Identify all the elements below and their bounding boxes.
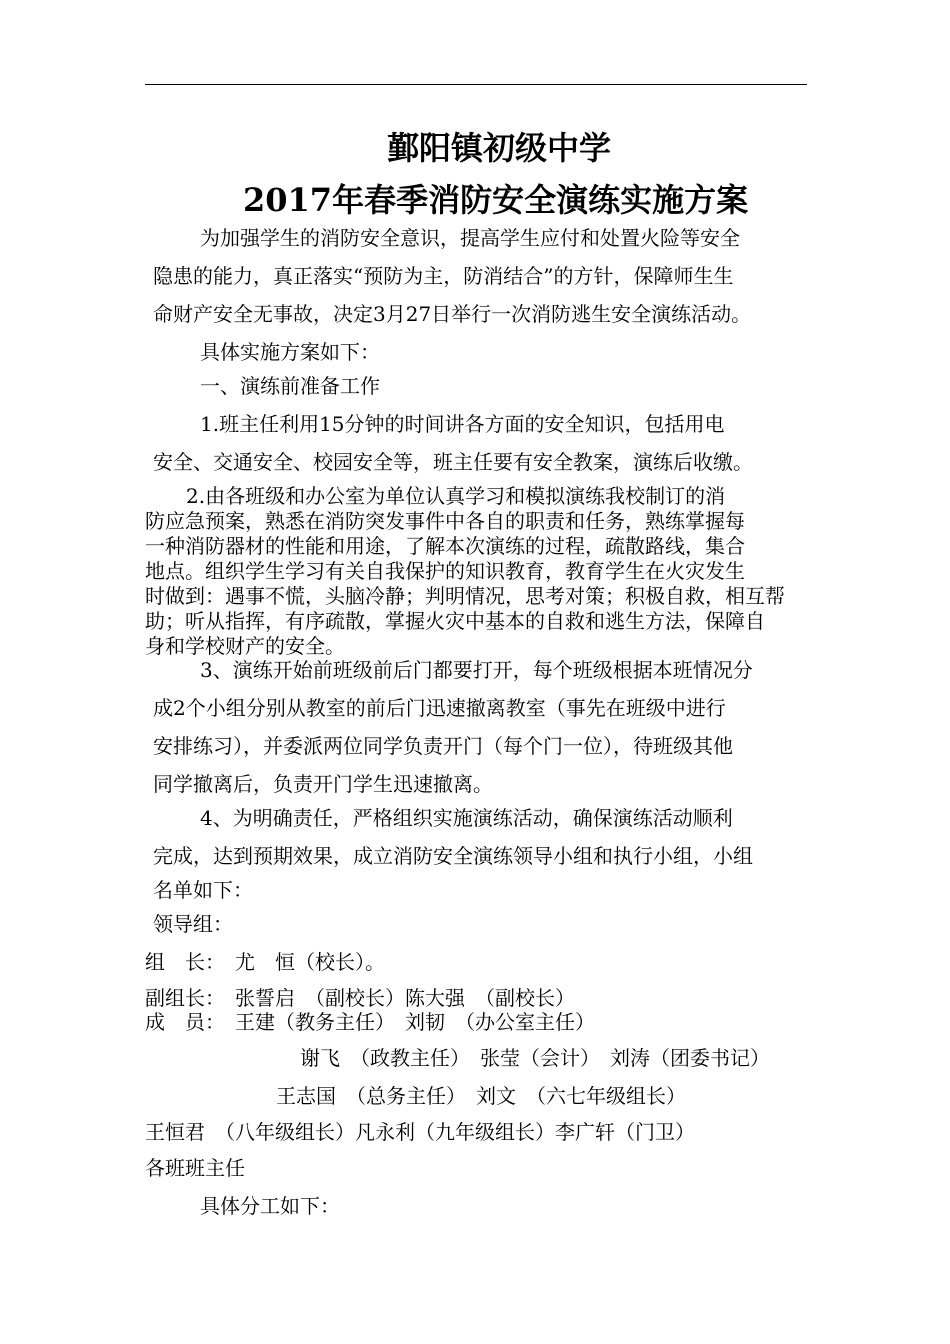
- body-line: 命财产安全无事故，决定3月27日举行一次消防逃生安全演练活动。: [153, 302, 752, 326]
- body-line: 成2个小组分别从教室的前后门迅速撤离教室（事先在班级中进行: [153, 696, 726, 720]
- section-heading: 一、演练前准备工作: [200, 374, 380, 398]
- body-line: 4、为明确责任，严格组织实施演练活动，确保演练活动顺利: [200, 806, 733, 830]
- body-line: 2.由各班级和办公室为单位认真学习和模拟演练我校制订的消: [186, 484, 726, 508]
- body-line: 名单如下：: [153, 878, 253, 902]
- body-line: 3、演练开始前班级前后门都要打开，每个班级根据本班情况分: [200, 658, 753, 682]
- body-line: 身和学校财产的安全。: [145, 634, 345, 658]
- member-line: 成 员： 王建（教务主任） 刘韧 （办公室主任）: [145, 1010, 595, 1034]
- body-line: 具体实施方案如下：: [200, 340, 380, 364]
- member-line: 副组长： 张誓启 （副校长）陈大强 （副校长）: [145, 986, 575, 1010]
- body-line: 时做到：遇事不慌，头脑冷静；判明情况，思考对策；积极自救，相互帮: [145, 584, 785, 608]
- body-line: 同学撤离后，负责开门学生迅速撤离。: [153, 772, 493, 796]
- member-line: 各班班主任: [145, 1156, 245, 1180]
- body-line: 安全、交通安全、校园安全等，班主任要有安全教案，演练后收缴。: [153, 450, 753, 474]
- body-line: 领导组：: [153, 912, 233, 936]
- body-line: 具体分工如下：: [200, 1194, 340, 1218]
- member-line: 组 长： 尤 恒（校长）。: [145, 950, 385, 974]
- body-line: 一种消防器材的性能和用途，了解本次演练的过程，疏散路线，集合: [145, 534, 745, 558]
- body-line: 地点。组织学生学习有关自我保护的知识教育，教育学生在火灾发生: [145, 559, 745, 583]
- body-line: 助；听从指挥，有序疏散，掌握火灾中基本的自救和逃生方法，保障自: [145, 609, 765, 633]
- body-line: 完成，达到预期效果，成立消防安全演练领导小组和执行小组，小组: [153, 844, 753, 868]
- member-line: 王志国 （总务主任） 刘文 （六七年级组长）: [276, 1084, 686, 1108]
- body-line: 安排练习），并委派两位同学负责开门（每个门一位），待班级其他: [153, 734, 733, 758]
- header-rule: [145, 84, 807, 85]
- body-line: 防应急预案，熟悉在消防突发事件中各自的职责和任务，熟练掌握每: [145, 509, 745, 533]
- member-line: 王恒君 （八年级组长）凡永利（九年级组长）李广轩（门卫）: [145, 1120, 695, 1144]
- body-line: 为加强学生的消防安全意识，提高学生应付和处置火险等安全: [200, 226, 740, 250]
- plan-title: 2017年春季消防安全演练实施方案: [243, 181, 749, 219]
- body-line: 1.班主任利用15分钟的时间讲各方面的安全知识，包括用电: [200, 412, 725, 436]
- member-line: 谢飞 （政教主任） 张莹（会计） 刘涛（团委书记）: [300, 1046, 770, 1070]
- school-name-title: 鄞阳镇初级中学: [387, 129, 612, 167]
- body-line: 隐患的能力，真正落实“预防为主，防消结合”的方针，保障师生生: [153, 264, 734, 288]
